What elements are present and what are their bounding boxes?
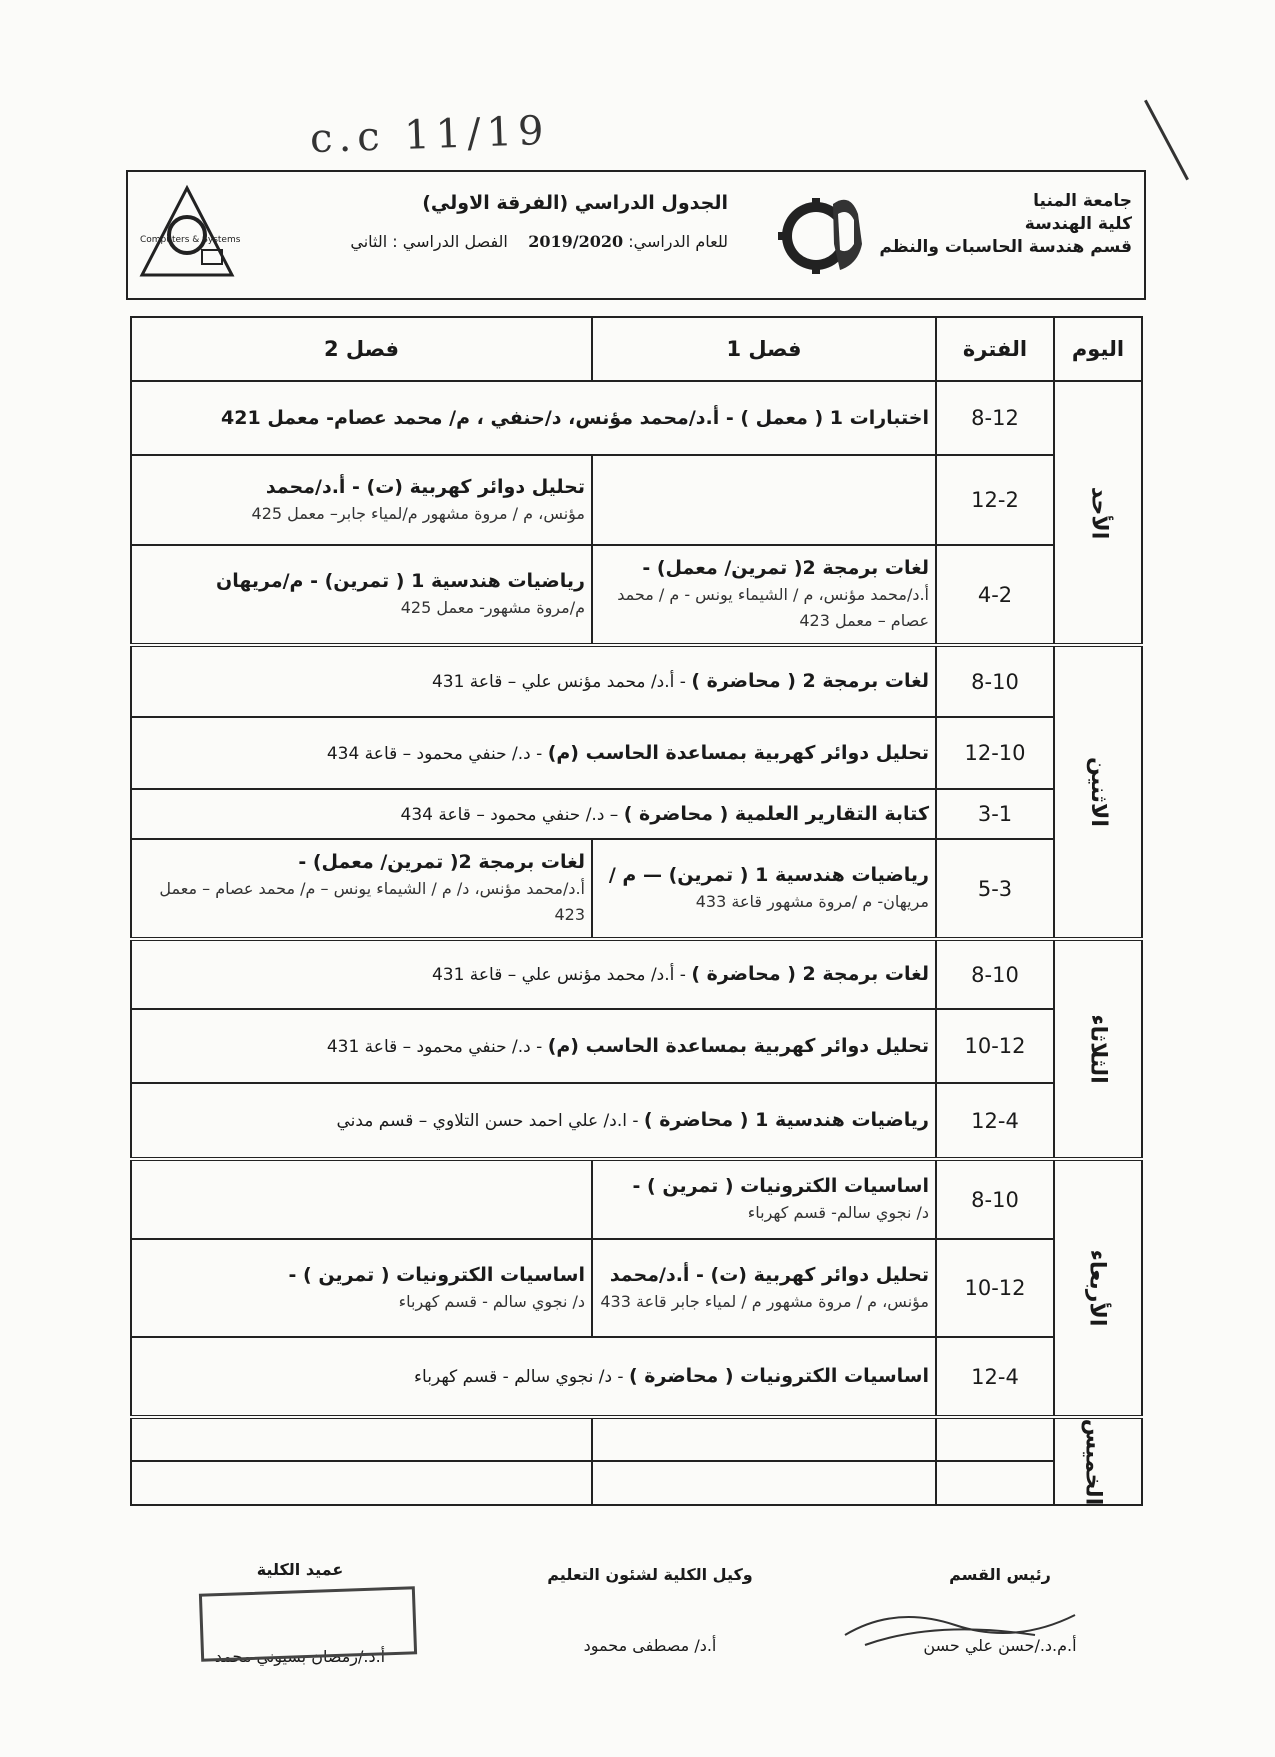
course-cell: لغات برمجة 2 ( محاضرة ) - أ.د/ محمد مؤنس علي – قاعة 431 xyxy=(131,939,936,1009)
period-cell: 5-3 xyxy=(936,839,1054,939)
table-row xyxy=(131,1461,1142,1505)
header-day: اليوم xyxy=(1054,317,1142,381)
page-title: الجدول الدراسي (الفرقة الاولي) xyxy=(422,192,728,214)
period-cell: 10-12 xyxy=(936,1009,1054,1083)
course-cell: رياضيات هندسية 1 ( محاضرة ) - ا.د/ علي احمد حسن التلاوي – قسم مدني xyxy=(131,1083,936,1159)
header-period: الفترة xyxy=(936,317,1054,381)
course-cell: رياضيات هندسية 1 ( تمرين) - م/مريهان م/مروة مشهور- معمل 425 xyxy=(131,545,592,645)
table-row xyxy=(131,1239,1142,1337)
table-row xyxy=(131,1159,1142,1239)
title-block xyxy=(278,192,728,251)
table-header-row xyxy=(131,317,1142,381)
period-cell: 12-2 xyxy=(936,455,1054,545)
course-cell: لغات برمجة 2( تمرين/ معمل) - أ.د/محمد مؤنس، د/ م / الشيماء يونس – م/ محمد عصام – معمل 423 xyxy=(131,839,592,939)
course-cell xyxy=(592,455,936,545)
course-cell: تحليل دوائر كهربية (ت) - أ.د/محمد مؤنس، م / مروة مشهور م/لمياء جابر– معمل 425 xyxy=(131,455,592,545)
handwritten-signature-icon xyxy=(835,1585,1095,1655)
handwritten-note: c.c 11/19 xyxy=(309,107,551,163)
course-cell: اساسيات الكترونيات ( تمرين ) - د/ نجوي سالم- قسم كهرباء xyxy=(592,1159,936,1239)
logo-caption: Computers & Systems xyxy=(140,235,241,245)
department-logo xyxy=(132,180,242,290)
header-class1: فصل 1 xyxy=(592,317,936,381)
course-cell xyxy=(592,1417,936,1461)
day-monday: الاثنين xyxy=(1054,645,1142,939)
period-cell: 3-1 xyxy=(936,789,1054,839)
course-cell: اختبارات 1 ( معمل ) - أ.د/محمد مؤنس، د/حنفي ، م/ محمد عصام- معمل 421 xyxy=(131,381,936,455)
year-label: للعام الدراسي: xyxy=(628,232,728,251)
period-cell: 8-12 xyxy=(936,381,1054,455)
table-row xyxy=(131,1083,1142,1159)
university-emblem-icon xyxy=(778,184,878,284)
table-row xyxy=(131,939,1142,1009)
course-cell: لغات برمجة 2( تمرين/ معمل) - أ.د/محمد مؤنس، م / الشيماء يونس - م / محمد عصام – معمل 423 xyxy=(592,545,936,645)
period-cell: 12-10 xyxy=(936,717,1054,789)
table-row xyxy=(131,717,1142,789)
table-row xyxy=(131,839,1142,939)
table-row xyxy=(131,789,1142,839)
period-cell: 8-10 xyxy=(936,1159,1054,1239)
department-name: قسم هندسة الحاسبات والنظم xyxy=(879,237,1132,257)
signature-role: رئيس القسم xyxy=(949,1565,1051,1584)
period-cell: 8-10 xyxy=(936,939,1054,1009)
period-cell: 10-12 xyxy=(936,1239,1054,1337)
course-cell xyxy=(592,1461,936,1505)
period-cell: 12-4 xyxy=(936,1337,1054,1417)
table-row xyxy=(131,645,1142,717)
signature-vice-dean xyxy=(525,1565,775,1655)
table-row xyxy=(131,1009,1142,1083)
table-row xyxy=(131,381,1142,455)
pen-stroke xyxy=(1144,100,1189,181)
period-cell: 8-10 xyxy=(936,645,1054,717)
semester-label: الفصل الدراسي : xyxy=(392,232,508,251)
course-cell xyxy=(131,1159,592,1239)
period-cell: 4-2 xyxy=(936,545,1054,645)
signature-role: عميد الكلية xyxy=(256,1560,344,1579)
table-row xyxy=(131,545,1142,645)
course-cell: اساسيات الكترونيات ( محاضرة ) - د/ نجوي سالم - قسم كهرباء xyxy=(131,1337,936,1417)
period-cell xyxy=(936,1461,1054,1505)
period-cell xyxy=(936,1417,1054,1461)
academic-year: 2019/2020 xyxy=(528,232,624,251)
faculty-name: كلية الهندسة xyxy=(1024,214,1132,234)
course-cell: تحليل دوائر كهربية (ت) - أ.د/محمد مؤنس، م / مروة مشهور م / لمياء جابر قاعة 433 xyxy=(592,1239,936,1337)
official-stamp xyxy=(199,1586,417,1661)
course-cell: رياضيات هندسية 1 ( تمرين) — م / مريهان- م /مروة مشهور قاعة 433 xyxy=(592,839,936,939)
table-row xyxy=(131,455,1142,545)
day-wednesday: الأربعاء xyxy=(1054,1159,1142,1417)
day-thursday: الخميس xyxy=(1054,1417,1142,1505)
computer-systems-logo-icon xyxy=(132,180,242,290)
header-class2: فصل 2 xyxy=(131,317,592,381)
header-box xyxy=(126,170,1146,300)
course-cell xyxy=(131,1461,592,1505)
course-cell: تحليل دوائر كهربية بمساعدة الحاسب (م) - د./ حنفي محمود – قاعة 434 xyxy=(131,717,936,789)
day-sunday: الأحد xyxy=(1054,381,1142,645)
course-cell: لغات برمجة 2 ( محاضرة ) - أ.د/ محمد مؤنس علي – قاعة 431 xyxy=(131,645,936,717)
course-cell: كتابة التقارير العلمية ( محاضرة ) – د./ حنفي محمود – قاعة 434 xyxy=(131,789,936,839)
university-name: جامعة المنيا xyxy=(1033,191,1132,211)
course-cell: تحليل دوائر كهربية بمساعدة الحاسب (م) - د./ حنفي محمود – قاعة 431 xyxy=(131,1009,936,1083)
course-cell xyxy=(131,1417,592,1461)
table-row xyxy=(131,1417,1142,1461)
year-line xyxy=(278,232,728,251)
signature-name: أ.د/ مصطفى محمود xyxy=(583,1636,717,1655)
table-row xyxy=(131,1337,1142,1417)
university-block xyxy=(879,190,1132,259)
course-cell: اساسيات الكترونيات ( تمرين ) - د/ نجوي سالم - قسم كهرباء xyxy=(131,1239,592,1337)
schedule-table xyxy=(130,316,1143,1506)
signature-role: وكيل الكلية لشئون التعليم xyxy=(547,1565,753,1584)
period-cell: 12-4 xyxy=(936,1083,1054,1159)
signature-name: أ.م.د./حسن علي حسن xyxy=(923,1636,1077,1655)
semester-value: الثاني xyxy=(350,232,388,251)
signature-name: أ.د./رمضان بسيوني محمد xyxy=(214,1647,386,1666)
day-tuesday: الثلاثاء xyxy=(1054,939,1142,1159)
